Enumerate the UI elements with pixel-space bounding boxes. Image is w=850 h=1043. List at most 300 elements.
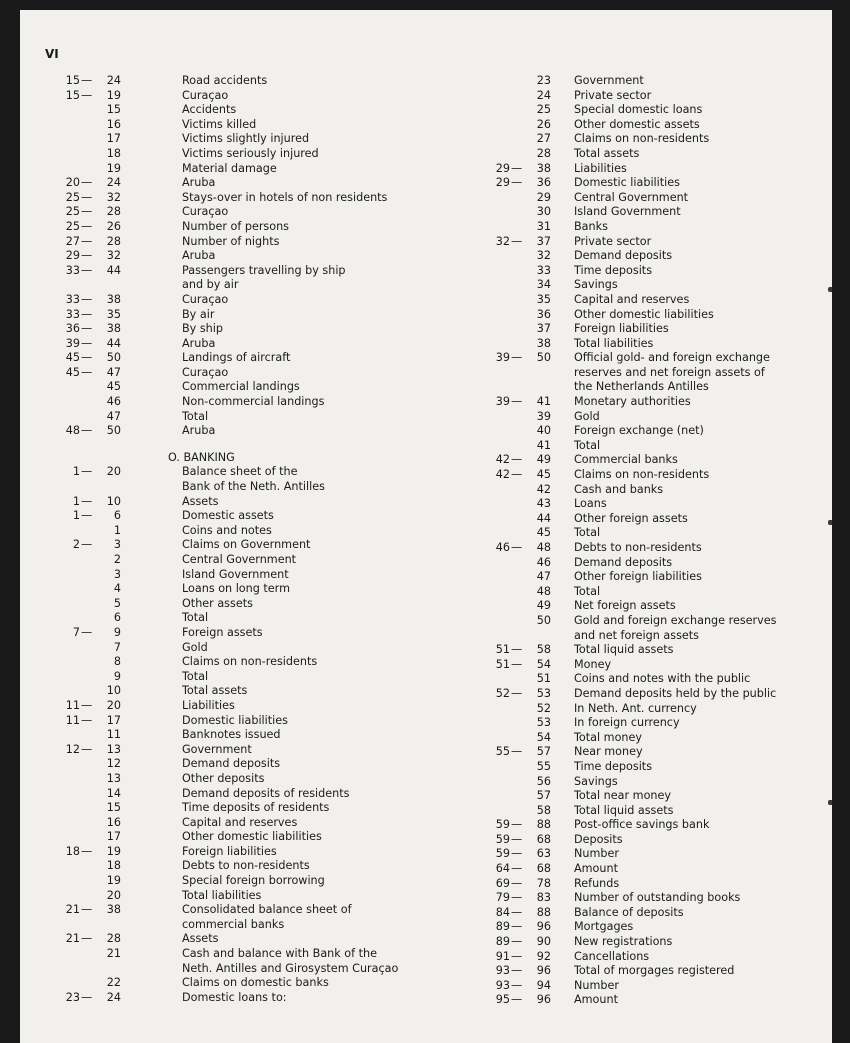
table-number-range <box>38 366 136 381</box>
range-from: 55 <box>495 745 510 759</box>
range-to: 36 <box>536 176 551 190</box>
range-dash <box>510 132 525 147</box>
range-dash <box>510 775 525 790</box>
range-to: 56 <box>536 774 551 788</box>
table-index-row <box>38 351 428 366</box>
table-number-range <box>468 278 558 293</box>
table-number-range <box>38 351 136 366</box>
range-to: 12 <box>106 757 121 771</box>
range-from <box>38 451 80 466</box>
table-title: Total assets <box>574 146 640 160</box>
table-number-range <box>468 818 558 833</box>
table-index-row <box>38 495 428 510</box>
table-title: Total liabilities <box>182 888 262 902</box>
range-to: 32 <box>106 190 121 204</box>
table-index-row <box>38 757 428 772</box>
table-title: Total of morgages registered <box>574 964 735 978</box>
table-title: Island Government <box>182 567 289 581</box>
range-to: 23 <box>536 74 551 87</box>
table-number-range <box>468 993 558 1008</box>
range-dash: — <box>511 920 523 934</box>
range-dash <box>80 859 95 874</box>
range-dash <box>80 451 95 466</box>
range-dash <box>510 220 525 235</box>
table-index-row <box>468 512 828 527</box>
table-number-range <box>468 760 558 775</box>
range-dash <box>80 918 95 933</box>
range-from <box>468 118 510 133</box>
range-from <box>468 775 510 790</box>
table-index-row <box>468 483 828 498</box>
table-number-range <box>38 132 136 147</box>
range-from <box>38 874 80 889</box>
table-index-row <box>38 830 428 845</box>
range-dash: — <box>511 234 523 248</box>
range-to: 45 <box>106 380 121 394</box>
range-to: 3 <box>113 538 121 552</box>
table-index-row <box>468 818 828 833</box>
table-index-row <box>38 480 428 495</box>
range-dash <box>80 278 95 293</box>
table-number-range <box>468 118 558 133</box>
table-title: Claims on domestic banks <box>182 976 329 990</box>
range-dash <box>80 611 95 626</box>
range-dash <box>510 702 525 717</box>
range-to: 20 <box>106 465 121 479</box>
range-from <box>38 976 80 991</box>
table-title: Coins and notes <box>182 523 272 537</box>
range-to: 8 <box>113 655 121 669</box>
table-number-range <box>38 641 136 656</box>
range-dash <box>510 293 525 308</box>
table-number-range <box>468 249 558 264</box>
table-number-range <box>468 235 558 250</box>
table-index-row <box>468 103 828 118</box>
table-number-range <box>468 380 558 395</box>
range-from: 15 <box>65 74 80 87</box>
table-title: Commercial banks <box>574 453 678 467</box>
range-to: 48 <box>536 584 551 598</box>
range-dash: — <box>81 509 93 523</box>
table-title: Total assets <box>182 684 248 698</box>
table-title: Balance of deposits <box>574 905 684 919</box>
table-title: Total money <box>574 730 643 744</box>
range-to: 14 <box>106 786 121 800</box>
range-dash: — <box>511 935 523 949</box>
table-index-row <box>38 176 428 191</box>
range-dash: — <box>511 978 523 992</box>
range-from <box>38 132 80 147</box>
range-dash: — <box>81 351 93 365</box>
range-dash <box>510 322 525 337</box>
table-index-row <box>468 775 828 790</box>
range-to: 10 <box>106 684 121 698</box>
range-to: 57 <box>536 745 551 759</box>
table-index-row <box>468 847 828 862</box>
table-title: Claims on non-residents <box>574 132 710 146</box>
table-title: Total <box>182 409 209 423</box>
range-from: 1 <box>72 494 80 508</box>
table-number-range <box>468 468 558 483</box>
table-index-row <box>468 264 828 279</box>
table-index-row <box>468 804 828 819</box>
range-from: 36 <box>65 322 80 336</box>
range-from <box>468 731 510 746</box>
table-index-row <box>38 859 428 874</box>
range-to: 4 <box>113 582 121 596</box>
range-to: 96 <box>536 920 551 934</box>
table-number-range <box>468 293 558 308</box>
range-dash: — <box>81 424 93 438</box>
range-to: 28 <box>536 146 551 160</box>
range-from: 11 <box>65 713 80 727</box>
range-from <box>468 410 510 425</box>
range-dash <box>80 480 95 495</box>
range-to: 27 <box>536 132 551 146</box>
table-title: Stays-over in hotels of non residents <box>182 190 388 204</box>
range-from <box>38 918 80 933</box>
range-from: 59 <box>495 818 510 832</box>
range-from: 18 <box>65 844 80 858</box>
range-from <box>38 772 80 787</box>
table-number-range <box>38 582 136 597</box>
table-title: Total <box>574 584 601 598</box>
table-title: Demand deposits <box>574 555 673 569</box>
table-index-row <box>38 611 428 626</box>
table-number-range <box>468 599 558 614</box>
range-from: 39 <box>65 336 80 350</box>
table-title: Government <box>574 74 644 87</box>
range-from <box>468 614 510 629</box>
range-to: 30 <box>536 205 551 219</box>
range-to: 26 <box>536 117 551 131</box>
range-to: 38 <box>536 161 551 175</box>
range-from: 91 <box>495 949 510 963</box>
table-index-row <box>38 147 428 162</box>
table-index-row <box>38 380 428 395</box>
range-dash <box>80 553 95 568</box>
range-from: 29 <box>495 161 510 175</box>
table-number-range <box>468 453 558 468</box>
table-number-range <box>38 162 136 177</box>
table-index-row <box>468 293 828 308</box>
range-to: 22 <box>106 976 121 990</box>
table-title: New registrations <box>574 935 673 949</box>
table-number-range <box>468 658 558 673</box>
range-dash <box>510 585 525 600</box>
table-number-range <box>468 745 558 760</box>
range-from <box>38 655 80 670</box>
table-number-range <box>468 366 558 381</box>
range-dash: — <box>511 745 523 759</box>
table-title: By air <box>182 307 215 321</box>
range-to: 36 <box>536 307 551 321</box>
range-to: 51 <box>536 672 551 686</box>
table-index-row <box>468 833 828 848</box>
table-number-range <box>38 524 136 539</box>
range-from <box>468 716 510 731</box>
table-index-row <box>38 874 428 889</box>
table-number-range <box>38 597 136 612</box>
range-to: 43 <box>536 497 551 511</box>
range-from: 2 <box>72 538 80 552</box>
range-from: 42 <box>495 453 510 467</box>
table-title: Monetary authorities <box>574 395 691 409</box>
range-dash: — <box>511 876 523 890</box>
range-to: 88 <box>536 818 551 832</box>
range-from <box>468 278 510 293</box>
range-to: 11 <box>106 728 121 742</box>
table-title: Amount <box>574 862 618 876</box>
range-dash <box>510 526 525 541</box>
table-number-range <box>468 862 558 877</box>
table-number-range <box>38 176 136 191</box>
table-title: Number of nights <box>182 234 280 248</box>
table-number-range <box>468 162 558 177</box>
table-title: Loans on long term <box>182 582 290 596</box>
table-number-range <box>38 191 136 206</box>
range-from <box>468 264 510 279</box>
table-title: Time deposits of residents <box>182 801 330 815</box>
range-to: 44 <box>106 336 121 350</box>
table-title: Aruba <box>182 249 216 263</box>
table-title: Private sector <box>574 234 652 248</box>
range-dash <box>80 380 95 395</box>
table-title: Official gold- and foreign exchange <box>574 351 770 365</box>
table-title: Assets <box>182 494 219 508</box>
range-to: 24 <box>106 990 121 1004</box>
range-from <box>38 524 80 539</box>
range-to: 44 <box>536 511 551 525</box>
range-to: 47 <box>106 409 121 423</box>
range-dash <box>80 889 95 904</box>
range-from <box>468 497 510 512</box>
range-from <box>38 395 80 410</box>
range-to: 48 <box>536 541 551 554</box>
table-title: Amount <box>574 993 618 1007</box>
table-number-range <box>468 847 558 862</box>
table-title: Debts to non-residents <box>182 859 310 873</box>
table-number-range <box>38 424 136 439</box>
table-title: Total near money <box>574 789 672 803</box>
table-title: Landings of aircraft <box>182 351 291 365</box>
table-index-row <box>468 935 828 950</box>
range-from <box>468 570 510 585</box>
table-title: Mortgages <box>574 920 634 934</box>
table-title: Curaçao <box>182 292 229 306</box>
table-index-row <box>468 205 828 220</box>
table-title: Central Government <box>574 190 689 204</box>
table-number-range <box>468 935 558 950</box>
range-from <box>468 760 510 775</box>
table-number-range <box>468 483 558 498</box>
range-from <box>38 611 80 626</box>
range-to: 58 <box>536 643 551 657</box>
table-title: Time deposits <box>574 759 653 773</box>
table-index-row <box>38 597 428 612</box>
range-dash: — <box>511 862 523 876</box>
table-title: Savings <box>574 774 618 788</box>
table-number-range <box>468 964 558 979</box>
range-to: 47 <box>106 365 121 379</box>
range-from <box>38 947 80 962</box>
table-title: Cash and balance with Bank of the <box>182 947 377 961</box>
range-to: 7 <box>113 640 121 654</box>
range-to: 53 <box>536 686 551 700</box>
table-index-row <box>468 453 828 468</box>
table-index-row <box>38 772 428 787</box>
table-number-range <box>468 877 558 892</box>
range-dash: — <box>81 292 93 306</box>
range-dash: — <box>81 205 93 219</box>
range-to: 78 <box>536 876 551 890</box>
table-index-row <box>468 468 828 483</box>
range-to: 49 <box>536 599 551 613</box>
table-index-row <box>468 132 828 147</box>
table-index-row <box>468 672 828 687</box>
range-dash <box>80 947 95 962</box>
table-index-row <box>468 658 828 673</box>
range-from <box>38 830 80 845</box>
table-title: Passengers travelling by ship <box>182 263 346 277</box>
table-title: Curaçao <box>182 88 229 102</box>
range-dash: — <box>81 698 93 712</box>
table-number-range <box>468 614 558 629</box>
table-index-row <box>468 337 828 352</box>
table-title: Claims on Government <box>182 538 311 552</box>
range-from <box>468 147 510 162</box>
table-title: Foreign assets <box>182 625 263 639</box>
range-dash <box>510 118 525 133</box>
table-title: Foreign liabilities <box>182 844 277 858</box>
range-from: 89 <box>495 920 510 934</box>
range-dash: — <box>511 657 523 671</box>
range-dash: — <box>511 541 523 554</box>
range-dash: — <box>511 643 523 657</box>
table-index-row <box>468 979 828 994</box>
table-title: Refunds <box>574 876 620 890</box>
table-index-row <box>38 932 428 947</box>
range-dash: — <box>81 625 93 639</box>
range-dash <box>80 830 95 845</box>
range-dash <box>80 118 95 133</box>
range-dash <box>510 308 525 323</box>
table-title: Number <box>574 847 619 861</box>
range-to: 52 <box>536 701 551 715</box>
table-index-row <box>468 526 828 541</box>
table-number-range <box>38 451 136 466</box>
range-from: 59 <box>495 847 510 861</box>
range-to: 10 <box>106 494 121 508</box>
range-to: 29 <box>536 190 551 204</box>
table-index-row <box>38 670 428 685</box>
range-from: 21 <box>65 903 80 917</box>
range-dash <box>80 816 95 831</box>
range-from: 25 <box>65 205 80 219</box>
range-to: 88 <box>536 905 551 919</box>
range-to: 17 <box>106 830 121 844</box>
range-to: 26 <box>106 219 121 233</box>
table-index-row <box>468 191 828 206</box>
range-to <box>95 278 121 293</box>
table-index-row <box>468 366 828 381</box>
range-dash <box>510 672 525 687</box>
table-number-range <box>38 845 136 860</box>
range-from: 25 <box>65 219 80 233</box>
range-from <box>468 585 510 600</box>
page-number: VI <box>45 47 59 61</box>
table-number-range <box>468 891 558 906</box>
range-to <box>95 962 121 977</box>
range-dash: — <box>511 176 523 190</box>
table-title: Total liabilities <box>574 336 654 350</box>
range-from <box>38 816 80 831</box>
table-title: By ship <box>182 322 223 336</box>
table-number-range <box>38 308 136 323</box>
range-from <box>38 553 80 568</box>
table-index-row <box>468 599 828 614</box>
table-title: Balance sheet of the <box>182 465 298 479</box>
table-title: Liabilities <box>182 698 235 712</box>
table-number-range <box>468 920 558 935</box>
table-title: Total <box>182 669 209 683</box>
table-index-row <box>38 89 428 104</box>
range-from: 93 <box>495 978 510 992</box>
table-number-range <box>38 830 136 845</box>
table-title: Post-office savings bank <box>574 818 710 832</box>
table-index-row <box>38 264 428 279</box>
range-to <box>525 380 551 395</box>
table-title: Special foreign borrowing <box>182 874 325 888</box>
table-index-row <box>468 614 828 629</box>
range-from: 33 <box>65 292 80 306</box>
range-dash <box>510 789 525 804</box>
range-to: 90 <box>536 935 551 949</box>
table-number-range <box>38 480 136 495</box>
range-from <box>468 556 510 571</box>
table-index-row <box>38 655 428 670</box>
table-title: Road accidents <box>182 74 268 87</box>
range-dash <box>510 570 525 585</box>
range-from <box>38 889 80 904</box>
table-number-range <box>38 264 136 279</box>
range-dash <box>80 410 95 425</box>
table-index-row <box>38 424 428 439</box>
range-dash <box>80 103 95 118</box>
range-to: 17 <box>106 713 121 727</box>
table-title: Domestic liabilities <box>182 713 288 727</box>
range-to: 16 <box>106 815 121 829</box>
range-dash <box>510 103 525 118</box>
table-index-row <box>468 278 828 293</box>
table-number-range <box>468 264 558 279</box>
table-number-range <box>38 205 136 220</box>
table-index-row <box>38 220 428 235</box>
table-title: Domestic loans to: <box>182 990 287 1004</box>
table-title: Commercial landings <box>182 380 300 394</box>
table-number-range <box>468 410 558 425</box>
range-from: 29 <box>495 176 510 190</box>
range-dash <box>80 597 95 612</box>
table-index-row <box>38 626 428 641</box>
range-to: 16 <box>106 117 121 131</box>
table-title: Private sector <box>574 88 652 102</box>
table-number-range <box>468 74 558 89</box>
range-from: 93 <box>495 964 510 978</box>
range-dash <box>80 757 95 772</box>
table-number-range <box>38 714 136 729</box>
table-number-range <box>38 611 136 626</box>
